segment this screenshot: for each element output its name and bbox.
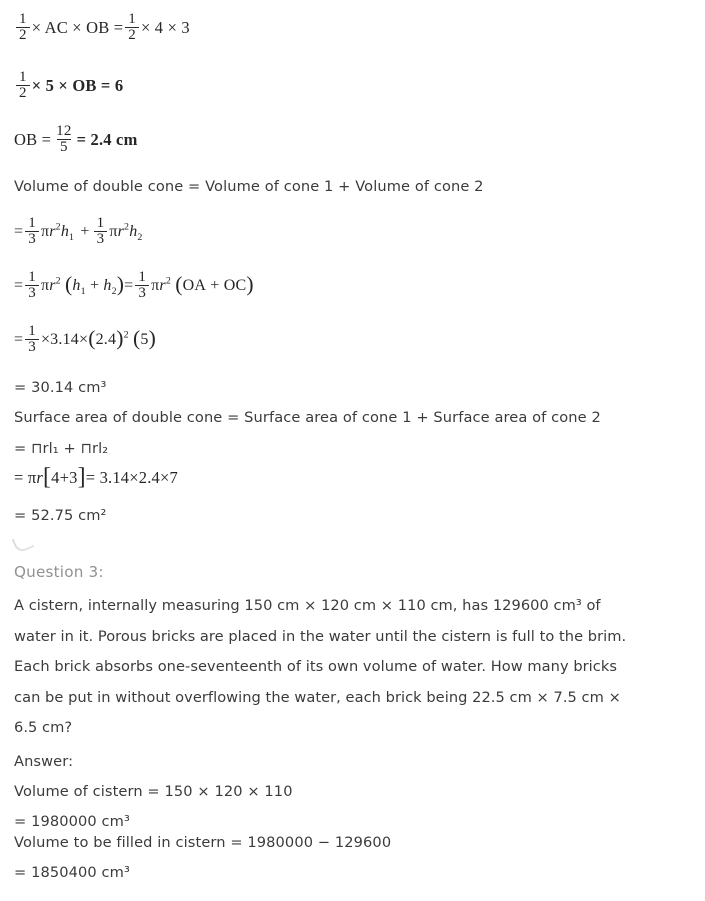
scan-artifact-mark: [12, 532, 35, 554]
equation-7-body: = πr[4+3]= 3.14×2.4×7: [14, 464, 178, 490]
fraction-numerator: 1: [138, 269, 147, 285]
equation-1-part-2: × 4 × 3: [140, 17, 190, 37]
fraction-denominator: 5: [57, 139, 71, 155]
fraction-one-third-2: [94, 216, 108, 248]
equation-3-result: = 2.4 cm: [76, 129, 138, 149]
surface-area-double-cone-line: Surface area of double cone = Surface area of cone 1 + Surface area of cone 2: [14, 409, 601, 426]
answer-label: Answer:: [14, 753, 74, 770]
equals-sign-2: =: [124, 276, 134, 294]
equals-sign: =: [14, 330, 24, 348]
equation-6-body: $\times 3.14\times(2.4)^2$ (5): [40, 325, 156, 350]
fraction-denominator: 3: [25, 231, 39, 247]
equation-3-lead: OB =: [14, 129, 52, 149]
answer-line: Volume to be filled in cistern = 1980000 − 129600: [14, 834, 392, 851]
fraction-one-third: [25, 216, 39, 248]
h1-plus-h2-group: $(h_1 + h_2)$: [65, 271, 125, 297]
question-text-line: Each brick absorbs one-seventeenth of its own volume of water. How many bricks: [14, 658, 618, 675]
equals-sign: =: [14, 276, 24, 294]
fraction-denominator: 3: [135, 285, 149, 301]
fraction-numerator: 1: [19, 11, 27, 27]
oa-plus-oc-group: (OA + OC): [175, 271, 254, 296]
fraction-numerator: 1: [28, 269, 36, 285]
equals-sign: =: [14, 222, 24, 240]
pi-r-squared-2: $\pi r^2$: [151, 275, 171, 294]
pi-r-squared: $\pi r^2$: [40, 275, 61, 294]
equation-line-2: [14, 70, 123, 102]
fraction-one-third: [25, 270, 39, 302]
question-text-line: 6.5 cm?: [14, 719, 73, 736]
pi-r-squared-h1: $\pi r^2h_1$: [40, 221, 75, 243]
fraction-denominator: 2: [16, 85, 30, 101]
fraction-denominator: 3: [94, 231, 108, 247]
question-heading: Question 3:: [14, 563, 104, 581]
fraction-denominator: 3: [25, 339, 39, 355]
equation-line-5: [14, 270, 254, 302]
question-text-line: A cistern, internally measuring 150 cm × 120 cm × 110 cm, has 129600 cm³ of: [14, 597, 601, 614]
equation-line-3: [14, 124, 138, 156]
fraction-one-half: [16, 70, 30, 102]
fraction-one-third: [25, 324, 39, 356]
fraction-numerator: 1: [28, 215, 36, 231]
fraction-denominator: 2: [16, 27, 30, 43]
volume-result-line: = 30.14 cm³: [14, 379, 107, 396]
fraction-denominator: 2: [125, 27, 139, 43]
surface-area-result-line: = 52.75 cm²: [14, 507, 107, 524]
surface-area-formula-line: = ⊓rl₁ + ⊓rl₂: [14, 440, 109, 457]
fraction-denominator: 3: [25, 285, 39, 301]
equation-line-7: [14, 464, 178, 490]
fraction-numerator: 1: [128, 11, 136, 27]
fraction-numerator: 1: [28, 323, 36, 339]
fraction-numerator: 1: [96, 215, 105, 231]
fraction-numerator: 1: [19, 69, 27, 85]
question-text-line: can be put in without overflowing the water, each brick being 22.5 cm × 7.5 cm ×: [14, 689, 621, 706]
equation-2-body: × 5 × OB = 6: [31, 75, 124, 95]
fraction-one-third-2: [135, 270, 149, 302]
equation-1-part-1: × AC × OB =: [31, 17, 124, 37]
equation-line-1: [14, 12, 190, 44]
fraction-one-half-2: [125, 12, 139, 44]
pi-r-squared-h2: $\pi r^2h_2$: [109, 221, 143, 243]
question-text-line: water in it. Porous bricks are placed in the water until the cistern is full to the brim.: [14, 628, 627, 645]
answer-line: = 1850400 cm³: [14, 864, 130, 881]
fraction-one-half: [16, 12, 30, 44]
answer-line: Volume of cistern = 150 × 120 × 110: [14, 783, 293, 800]
equation-line-6: [14, 324, 156, 356]
plus-sign: +: [76, 222, 90, 240]
equation-line-4: [14, 216, 143, 248]
fraction-numerator: 12: [56, 123, 72, 139]
volume-double-cone-line: Volume of double cone = Volume of cone 1 + Volume of cone 2: [14, 178, 484, 195]
answer-line: = 1980000 cm³: [14, 813, 130, 830]
fraction-twelve-fifths: [53, 124, 74, 156]
